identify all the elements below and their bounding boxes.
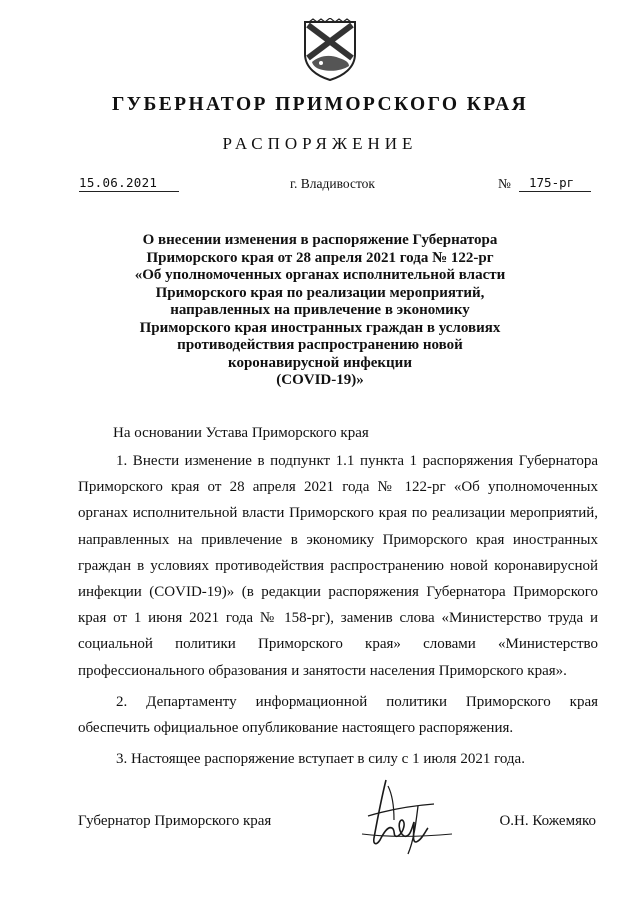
document-type: РАСПОРЯЖЕНИЕ [222,134,418,153]
subject-line: (COVID-19)» [276,372,364,388]
subject-line: направленных на привлечение в экономику [170,302,470,318]
subject-line: противодействия распространению новой [177,337,463,353]
signatory-name: О.Н. Кожемяко [499,813,596,829]
paragraph-2-line: 2. Департаменту информационной политики Приморского края [116,693,598,710]
subject-line: «Об уполномоченных органах исполнительной власти [134,267,506,283]
document-subject [120,232,520,390]
subject-line: О внесении изменения в распоряжение Губернатора [142,232,498,248]
paragraph-1-line: Приморского края от 28 апреля 2021 года № 122-рг «Об уполномоченных [78,479,598,496]
paragraph-1-line: 1. Внести изменение в подпункт 1.1 пункта 1 распоряжения Губернатора [116,453,598,469]
subject-line: Приморского края иностранных граждан в условиях [139,319,501,336]
paragraph-1-line: органах исполнительной власти Приморского края по реализации мероприятий, [78,505,598,522]
document-date: 15.06.2021 [79,174,179,192]
coat-of-arms-emblem [299,18,361,82]
paragraph-1-line: граждан в условиях противодействия распространению новой коронавирусной [78,557,598,574]
paragraph-2-line: обеспечить официальное опубликование настоящего распоряжения. [78,719,514,736]
paragraph-1-line: инфекции (COVID-19)» (в редакции распоряжения Губернатора Приморского [78,583,598,600]
paragraph-1-line: края от 1 июня 2021 года № 158-рг), заменив слова «Министерство труда и [78,610,598,627]
paragraph-1-line: профессионального образования и занятости населения Приморского края». [78,662,567,679]
handwritten-signature [348,776,458,856]
number-sign: № [498,176,511,191]
subject-line: Приморского края по реализации мероприятий, [155,284,485,301]
subject-line: коронавирусной инфекции [228,354,412,371]
signatory-title: Губернатор Приморского края [78,813,272,829]
document-number: 175-рг [519,174,591,192]
subject-line: Приморского края от 28 апреля 2021 года № 122-рг [146,249,494,266]
document-body [78,448,598,772]
paragraph-1-line: направленных на привлечение в экономику Приморского края иностранных [78,531,598,548]
paragraph-3: 3. Настоящее распоряжение вступает в силу с 1 июля 2021 года. [116,751,525,768]
issuer-title: ГУБЕРНАТОР ПРИМОРСКОГО КРАЯ [111,94,529,115]
legal-basis: На основании Устава Приморского края [113,425,369,441]
paragraph-1-line: социальной политики Приморского края» словами «Министерство [78,636,598,653]
document-city: г. Владивосток [290,176,375,191]
